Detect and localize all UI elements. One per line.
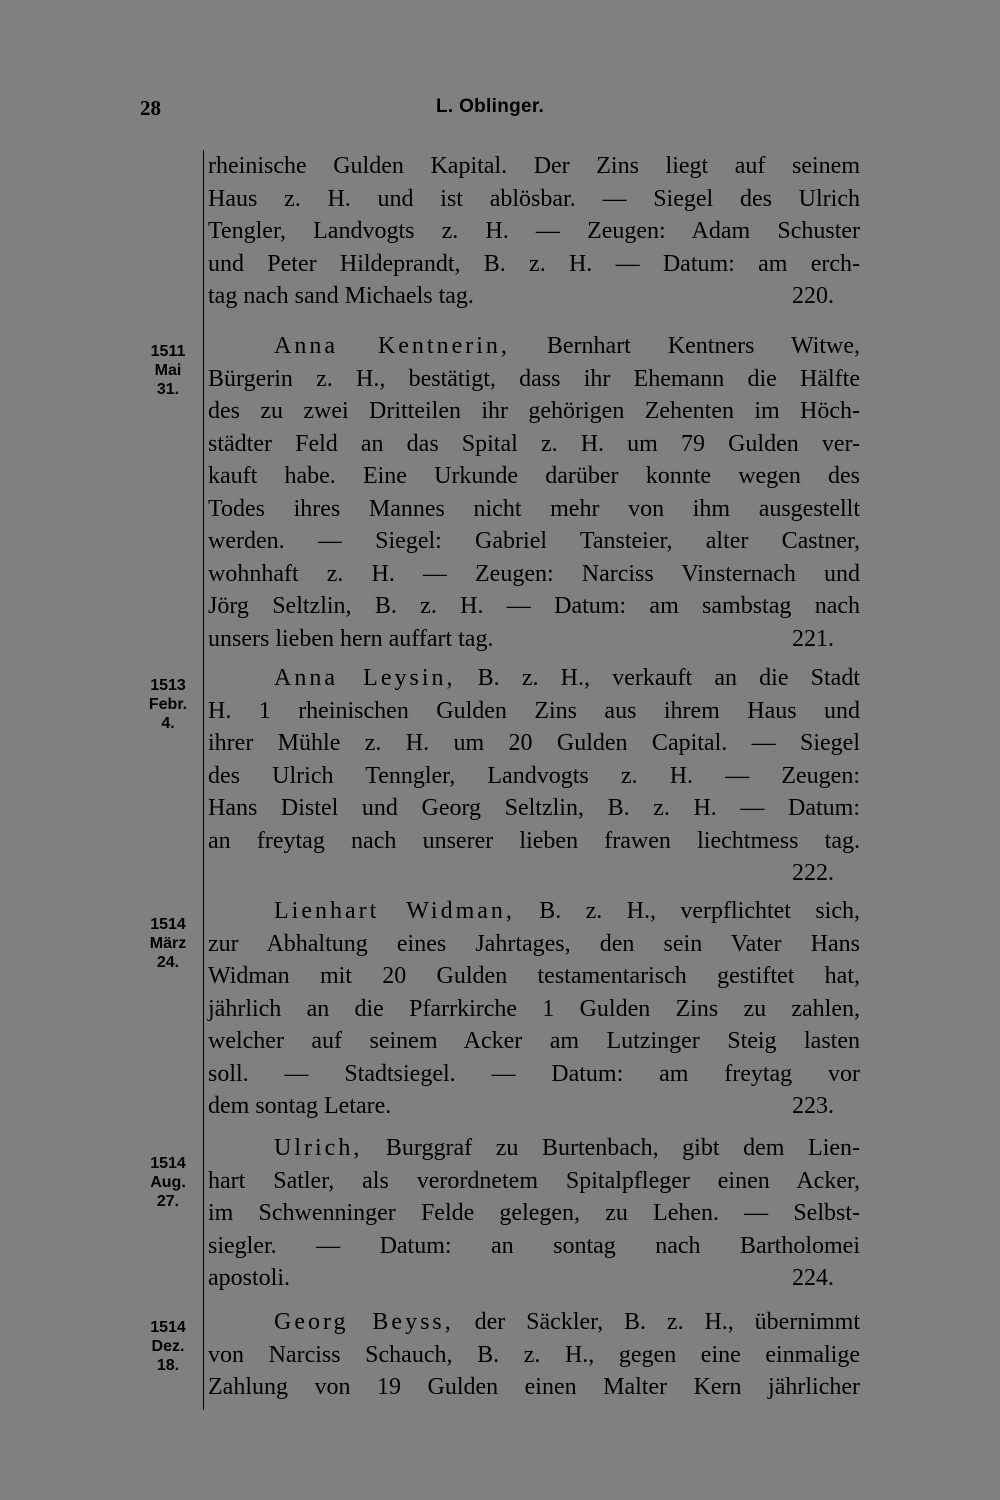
text-line-first [208, 662, 860, 695]
date-day: 18. [156, 1357, 180, 1374]
entry-text [208, 1132, 860, 1295]
text-line: wohnhaft z. H. — Zeugen: Narciss Vinsternach und [208, 560, 860, 587]
text-line: städter Feld an das Spital z. H. um 79 Gulden ver- [208, 430, 860, 457]
text-line: welcher auf seinem Acker am Lutzinger Steig lasten [208, 1028, 860, 1054]
entry-lead-name: Ulrich, [274, 1135, 363, 1161]
text-line: von Narciss Schauch, B. z. H., gegen eine einmalige [208, 1341, 860, 1368]
text-line: Burggraf zu Burtenbach, gibt dem Lien- [362, 1135, 860, 1161]
text-line: Zahlung von 19 Gulden einen Malter Kern jährlicher [208, 1374, 860, 1400]
text-line: ihrer Mühle z. H. um 20 Gulden Capital. — Siegel [208, 730, 860, 756]
text-line: soll. — Stadtsiegel. — Datum: am freytag vor [208, 1060, 860, 1087]
margin-date [140, 915, 196, 972]
entry-lead-name: Georg Beyss, [274, 1309, 454, 1335]
text-line-first [208, 1132, 860, 1165]
text-line: der Säckler, B. z. H., übernimmt [453, 1309, 860, 1335]
text-line: Todes ihres Mannes nicht mehr von ihm ausgestellt [208, 495, 860, 522]
date-day: 24. [156, 954, 180, 971]
entry-lead-name: Anna Leysin, [274, 665, 456, 691]
text-line: Bernhart Kentners Witwe, [509, 333, 860, 359]
date-year: 1511 [150, 343, 186, 360]
text-line: Tengler, Landvogts z. H. — Zeugen: Adam Schuster [208, 218, 860, 244]
text-line: B. z. H., verpflichtet sich, [514, 898, 860, 924]
date-year: 1514 [150, 1319, 186, 1336]
text-line-first [208, 895, 860, 928]
entry-text [208, 150, 860, 313]
date-month: Aug. [150, 1174, 186, 1191]
text-line: Jörg Seltzlin, B. z. H. — Datum: am sambstag nach [208, 593, 860, 619]
page-header [140, 96, 860, 126]
margin-date [140, 1318, 196, 1375]
date-day: 4. [161, 715, 175, 732]
text-line: an freytag nach unserer lieben frawen liechtmess tag. [208, 827, 860, 854]
margin-date [140, 342, 196, 399]
date-year: 1514 [150, 1155, 186, 1172]
entry-text [208, 1306, 860, 1404]
text-line: Bürgerin z. H., bestätigt, dass ihr Ehemann die Hälfte [208, 365, 860, 392]
entry-number: 220. [792, 283, 834, 309]
text-line: des Ulrich Tenngler, Landvogts z. H. — Zeugen: [208, 762, 860, 789]
entry-lead-name: Lienhart Widman, [274, 898, 515, 924]
margin-date [140, 676, 196, 733]
margin-rule [203, 150, 204, 1410]
text-line: des zu zwei Dritteilen ihr gehörigen Zehenten im Höch- [208, 398, 860, 424]
entry-text [208, 895, 860, 1123]
text-line: zur Abhaltung eines Jahrtages, den sein Vater Hans [208, 930, 860, 957]
date-month: Mai [154, 362, 182, 379]
date-month: März [149, 935, 187, 952]
text-line: jährlich an die Pfarrkirche 1 Gulden Zins zu zahlen, [208, 995, 860, 1022]
date-year: 1513 [150, 677, 186, 694]
text-line: werden. — Siegel: Gabriel Tansteier, alter Castner, [208, 528, 860, 554]
text-line: im Schwenninger Felde gelegen, zu Lehen. — Selbst- [208, 1200, 860, 1226]
running-head: L. Oblinger. [436, 96, 545, 117]
entry-number: 222. [792, 860, 834, 886]
text-line: apostoli. [208, 1265, 290, 1291]
page-number: 28 [140, 96, 161, 120]
entry-text [208, 662, 860, 890]
text-line-last [208, 623, 860, 656]
entry-number: 224. [792, 1265, 834, 1291]
text-line: unsers lieben hern auffart tag. [208, 625, 494, 652]
text-line: H. 1 rheinischen Gulden Zins aus ihrem Haus und [208, 697, 860, 724]
date-day: 31. [156, 381, 180, 398]
margin-date [140, 1154, 196, 1211]
text-line-last [208, 1090, 860, 1123]
entry-number: 221. [792, 625, 834, 652]
text-line: und Peter Hildeprandt, B. z. H. — Datum: am erch- [208, 250, 860, 277]
text-line: siegler. — Datum: an sontag nach Bartholomei [208, 1232, 860, 1259]
entry-number: 223. [792, 1093, 834, 1119]
date-month: Dez. [151, 1338, 185, 1355]
text-line-first [208, 1306, 860, 1339]
text-line: kauft habe. Eine Urkunde darüber konnte wegen des [208, 463, 860, 489]
text-line: Haus z. H. und ist ablösbar. — Siegel des Ulrich [208, 185, 860, 212]
text-line-last [208, 280, 860, 313]
text-line: Hans Distel und Georg Seltzlin, B. z. H. — Datum: [208, 795, 860, 821]
text-line: Widman mit 20 Gulden testamentarisch gestiftet hat, [208, 963, 860, 989]
date-day: 27. [156, 1193, 180, 1210]
entry-lead-name: Anna Kentnerin, [274, 333, 510, 359]
text-line: rheinische Gulden Kapital. Der Zins liegt auf seinem [208, 153, 860, 179]
date-year: 1514 [150, 916, 186, 933]
text-line: dem sontag Letare. [208, 1093, 392, 1119]
text-line: hart Satler, als verordnetem Spitalpfleger einen Acker, [208, 1167, 860, 1194]
text-line: tag nach sand Michaels tag. [208, 283, 474, 309]
entry-text [208, 330, 860, 655]
date-month: Febr. [148, 696, 188, 713]
text-line-last [208, 1262, 860, 1295]
text-line: B. z. H., verkauft an die Stadt [455, 665, 860, 691]
text-line-first [208, 330, 860, 363]
